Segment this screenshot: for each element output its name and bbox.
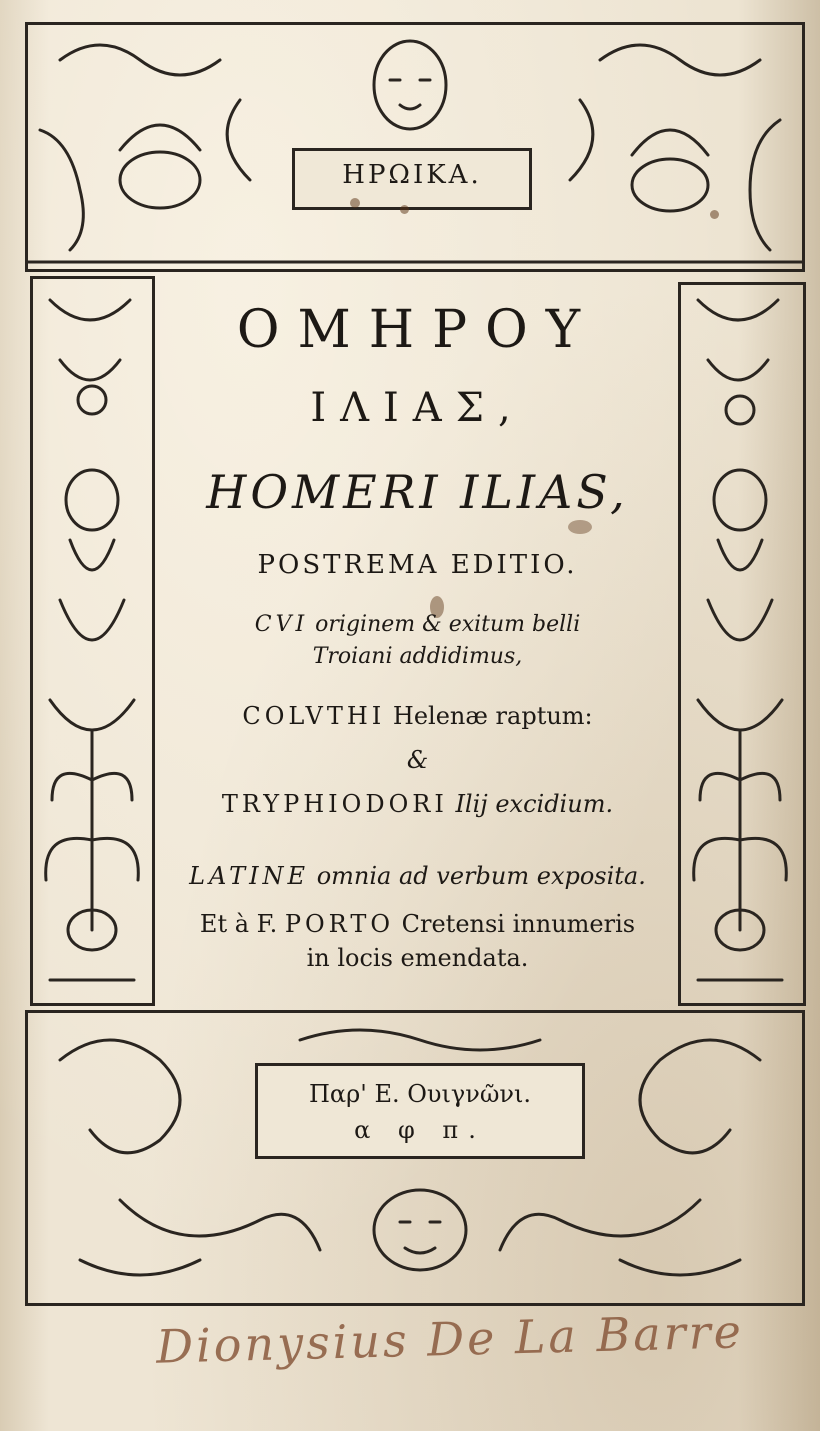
tryphiodorus-work: Ilij excidium. bbox=[455, 790, 614, 818]
ink-stain bbox=[400, 205, 409, 214]
editor-prefix: Et à F. bbox=[199, 910, 278, 938]
latin-translation-line bbox=[160, 862, 675, 890]
contents-line-2: Troiani addidimus, bbox=[312, 644, 523, 669]
ink-stain bbox=[568, 520, 592, 534]
coluthus-work: Helenæ raptum: bbox=[392, 702, 593, 730]
greek-author: ΟΜΗΡΟΥ bbox=[236, 300, 599, 360]
contents-cvi: CVI bbox=[254, 612, 309, 637]
latin-title: HOMERI ILIAS, bbox=[206, 465, 629, 519]
latine-word: LATINE bbox=[189, 862, 310, 890]
contents-line-1 bbox=[160, 612, 675, 637]
ink-stain bbox=[710, 210, 719, 219]
ownership-signature: Dionysius De La Barre bbox=[155, 1304, 745, 1374]
emendation-line: in locis emendata. bbox=[306, 944, 529, 972]
translation-note: omnia ad verbum exposita. bbox=[316, 862, 646, 890]
coluthus-line bbox=[160, 702, 675, 730]
ampersand: & bbox=[406, 746, 429, 774]
editor-line bbox=[160, 910, 675, 938]
tryphiodorus-line bbox=[160, 790, 675, 818]
edition-statement: POSTREMA EDITIO. bbox=[257, 550, 578, 580]
tryphiodorus-name: TRYPHIODORI bbox=[221, 790, 448, 818]
imprint-cartouche bbox=[255, 1063, 585, 1159]
imprint-year: α φ π. bbox=[354, 1116, 486, 1144]
printer-name: Παρ' Ε. Ουιγνῶνι. bbox=[308, 1080, 532, 1108]
editor-name: PORTO bbox=[284, 910, 394, 938]
greek-work-title: ΙΛΙΑΣ, bbox=[310, 385, 525, 431]
ink-stain bbox=[350, 198, 360, 208]
greek-header-title: ΗΡΩΙΚΑ. bbox=[342, 160, 482, 190]
contents-originem: originem & exitum belli bbox=[315, 612, 581, 637]
coluthus-name: COLVTHI bbox=[242, 702, 386, 730]
editor-origin: Cretensi innumeris bbox=[401, 910, 636, 938]
